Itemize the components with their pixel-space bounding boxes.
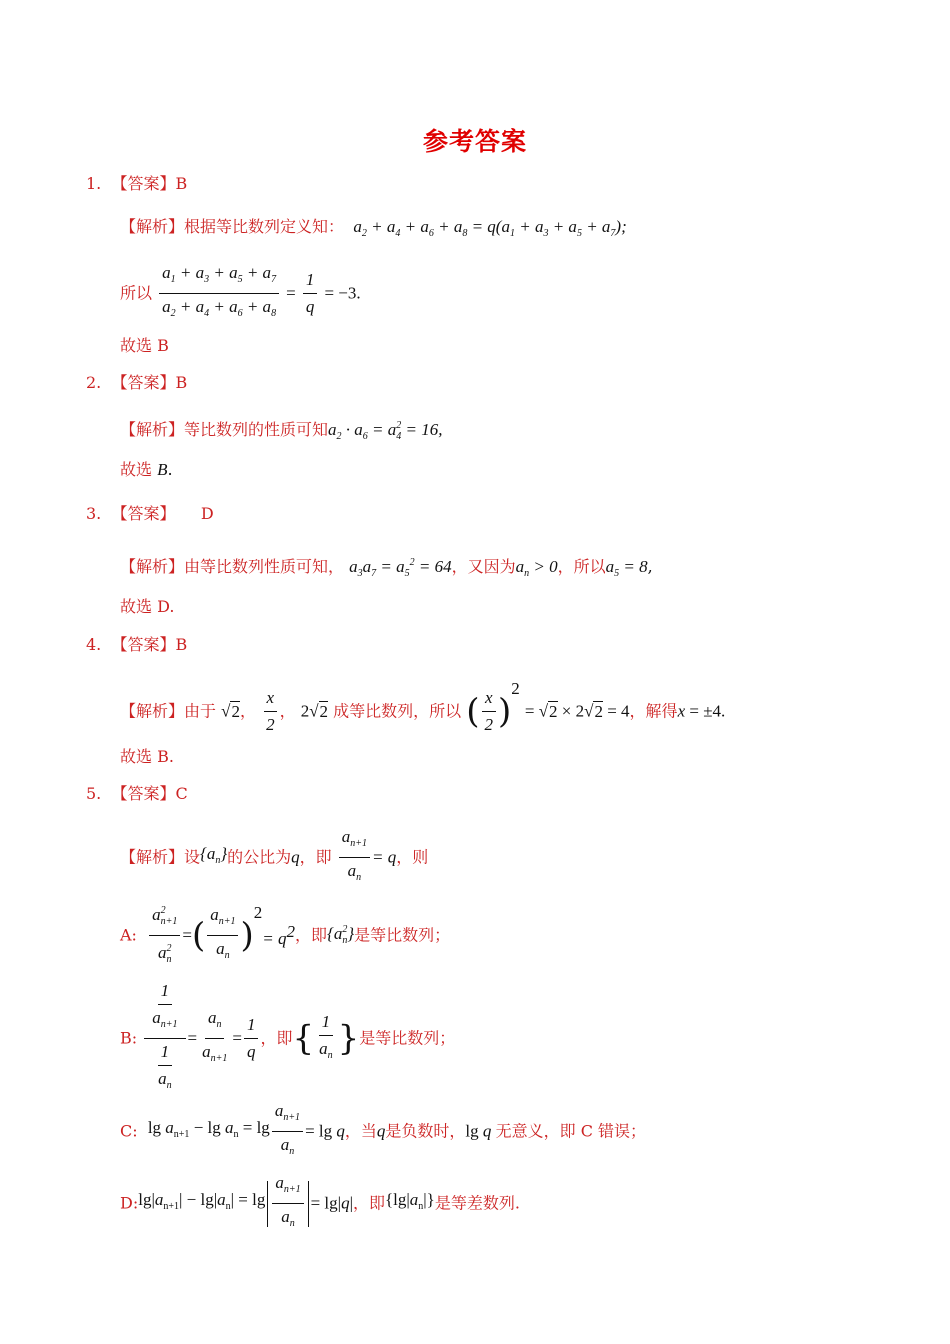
q4-choose: 故选 B. — [120, 747, 174, 766]
q4-analysis-line: 【解析】由于 √2， $\frac{x}{2}$ ， 2√2 成等比数列，所以 ( $\frac{x}{2}$ )$^2$ = √2 × 2√2 = 4，解得x = ±4. — [120, 679, 726, 734]
analysis-tag: 【解析】 — [120, 557, 185, 576]
q5-d-label: D: — [120, 1193, 139, 1213]
q3-mid2: ，所以 — [557, 557, 606, 576]
q1-analysis-line — [120, 216, 627, 245]
q4-answer: B — [175, 635, 188, 654]
q5-mid1: 的公比为 — [227, 847, 292, 867]
q3-formula-1: $a_3a_7 = a_5^2 = 64$ — [349, 557, 452, 579]
q2-choose-letter: B — [157, 460, 168, 479]
q2-choose: 故选 — [120, 460, 153, 479]
q1-answer-line — [86, 173, 187, 195]
q5-d-text2: 是等差数列. — [434, 1193, 520, 1213]
q3-formula-3: $a_5 = 8$ — [605, 557, 648, 579]
q5-c-text2: 是负数时， — [385, 1121, 466, 1141]
q3-analysis-line: 【解析】由等比数列性质可知， $a_3a_7 = a_5^2 = 64$，又因为$a_n > 0$，所以$a_5 = 8$, — [120, 557, 653, 579]
q4-answer-line — [86, 634, 187, 656]
q2-choose-line — [120, 459, 173, 481]
q5-option-c: C: $\lg a_{n+1} - \lg a_n = \lg$ $\frac{a_{n+1}}{a_n}$ = lg q，当q是负数时，lg q 无意义，即 C 错误； — [120, 1101, 647, 1157]
q2-choose-end: . — [167, 460, 173, 479]
q4-mid1: 成等比数列，所以 — [333, 701, 462, 721]
answer-tag: 【答案】 — [111, 174, 176, 193]
analysis-tag: 【解析】 — [120, 701, 185, 721]
q3-choose: 故选 D. — [120, 597, 175, 616]
q5-b-text1: ，即 — [260, 1028, 293, 1048]
q1-formula: $a_2 + a_4 + a_6 + a_8 = q(a_1 + a_3 + a_5 + a_7)$; — [349, 217, 627, 239]
q5-mid3: ，则 — [396, 847, 429, 867]
q5-c-text1: ，当 — [344, 1121, 377, 1141]
q5-a-label: A: — [120, 925, 137, 945]
q1-choose: 故选 B — [120, 336, 169, 355]
q5-answer: C — [175, 784, 188, 803]
answer-tag: 【答案】 — [111, 635, 176, 654]
answer-tag: 【答案】 — [111, 504, 176, 523]
analysis-tag: 【解析】 — [120, 217, 185, 236]
q5-answer-line — [86, 783, 188, 805]
q5-b-text2: 是等比数列； — [359, 1028, 456, 1048]
q1-so-line: 所以 $\frac{a_1 + a_3 + a_5 + a_7}{a_2 + a_4 + a_6 + a_8}$ = $\frac{1}{q}$ = −3. — [120, 262, 361, 325]
q3-formula-2: $a_n > 0$ — [515, 557, 558, 579]
q4-number: 4. — [86, 635, 102, 654]
q5-option-b: B: $\frac{\frac{1}{a_{n+1}}}{\frac{1}{a_n}}$ = $\frac{a_n}{a_{n+1}}$ = $\frac{1}{q}$ ，即{ $\frac{1}{a_n}$ }是等比数列； — [120, 981, 456, 1091]
q5-intro: 设 — [184, 847, 201, 867]
q2-analysis-line — [120, 415, 443, 448]
analysis-tag: 【解析】 — [120, 847, 185, 867]
q5-number: 5. — [86, 784, 102, 803]
q5-analysis-line: 【解析】设$\{a_n\}$的公比为q，即 $\frac{a_{n+1}}{a_n}$ = q，则 — [120, 826, 428, 889]
q1-fraction-q: $\frac{1}{q}$ — [303, 269, 318, 318]
q1-fraction: $\frac{a_1 + a_3 + a_5 + a_7}{a_2 + a_4 + a_6 + a_8}$ — [159, 262, 279, 325]
q5-a-text2: 是等比数列； — [354, 925, 451, 945]
q5-c-label: C: — [120, 1121, 138, 1141]
q4-mid2: ，解得 — [629, 701, 678, 721]
q5-b-label: B: — [120, 1028, 138, 1048]
q3-number: 3. — [86, 504, 102, 523]
q5-option-a: A: $\frac{a^2_{n+1}}{a^2_n}$ =( $\frac{a_{n+1}}{a_n}$ )$^2= q^2$，即$\{a^2_n\}$是等比数列； — [120, 900, 450, 971]
q5-c-text3: 无意义，即 C 错误； — [495, 1121, 647, 1141]
q2-number: 2. — [86, 373, 102, 392]
q2-intro: 等比数列的性质可知 — [184, 420, 329, 439]
q2-formula: $a_2 \cdot a_6 = a_4^2 = 16$, — [328, 420, 443, 442]
q1-so: 所以 — [120, 283, 153, 303]
q3-answer: D — [200, 504, 214, 523]
q3-mid1: ，又因为 — [451, 557, 516, 576]
q1-answer: B — [175, 174, 188, 193]
answer-tag: 【答案】 — [111, 373, 176, 392]
q5-mid2: ，即 — [299, 847, 332, 867]
q2-answer-line — [86, 372, 187, 394]
q4-fraction-x2: $\frac{x}{2}$ — [263, 687, 278, 736]
q5-option-d: $D:\lg|a_{n+1}| - \lg|a_n| = \lg$ $\frac{a_{n+1}}{a_n}$ = lg|q|，即$\{\lg|a_n|\}$是等差数列. — [120, 1173, 520, 1229]
analysis-tag: 【解析】 — [120, 420, 185, 439]
q5-ratio: $\frac{a_{n+1}}{a_n}$ — [339, 826, 370, 889]
q4-fraction-x2-paren: $\frac{x}{2}$ — [482, 687, 497, 736]
q3-intro: 由等比数列性质可知， — [184, 557, 345, 576]
q1-intro: 根据等比数列定义知： — [184, 217, 345, 236]
page-title: 参考答案 — [422, 127, 527, 156]
q4-intro: 由于 — [184, 701, 217, 721]
q1-number: 1. — [86, 174, 102, 193]
q5-d-text1: ，即 — [352, 1193, 385, 1213]
answer-tag: 【答案】 — [111, 784, 176, 803]
q2-answer: B — [175, 373, 188, 392]
q5-a-text1: ，即 — [294, 925, 327, 945]
q3-answer-line — [86, 503, 214, 525]
